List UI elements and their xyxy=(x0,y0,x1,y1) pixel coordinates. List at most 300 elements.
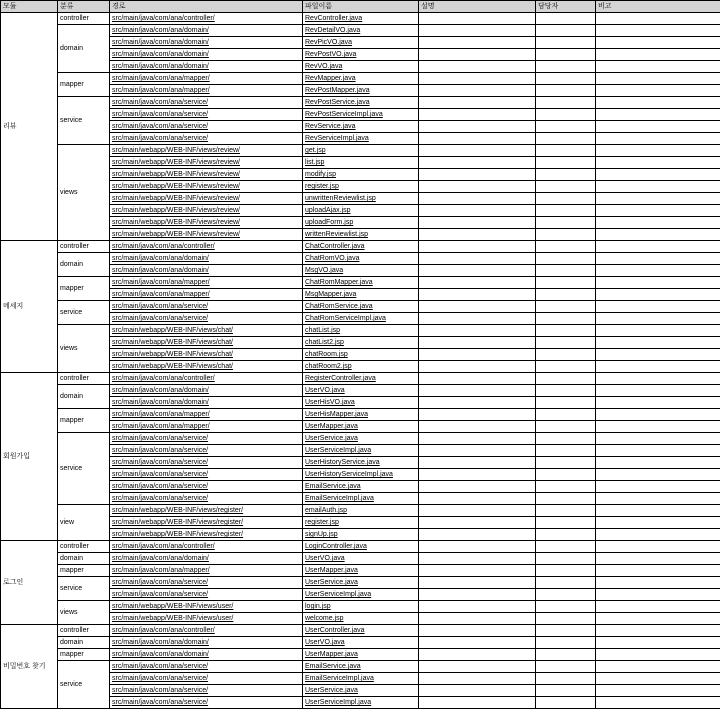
owner-cell[interactable] xyxy=(536,517,596,529)
note-cell[interactable] xyxy=(596,337,720,349)
owner-cell[interactable] xyxy=(536,529,596,541)
note-cell[interactable] xyxy=(596,517,720,529)
filename-cell[interactable]: uploadAjax.jsp xyxy=(303,205,419,217)
path-cell[interactable]: src/main/java/com/ana/mapper/ xyxy=(110,85,303,97)
path-cell[interactable]: src/main/java/com/ana/mapper/ xyxy=(110,277,303,289)
filename-cell[interactable]: welcome.jsp xyxy=(303,613,419,625)
note-cell[interactable] xyxy=(596,613,720,625)
owner-cell[interactable] xyxy=(536,361,596,373)
description-cell[interactable] xyxy=(419,205,536,217)
header-description[interactable]: 설명 xyxy=(419,1,536,13)
filename-cell[interactable]: UserController.java xyxy=(303,625,419,637)
owner-cell[interactable] xyxy=(536,61,596,73)
path-cell[interactable]: src/main/java/com/ana/domain/ xyxy=(110,397,303,409)
description-cell[interactable] xyxy=(419,49,536,61)
owner-cell[interactable] xyxy=(536,505,596,517)
category-cell[interactable]: controller xyxy=(58,241,110,253)
filename-cell[interactable]: get.jsp xyxy=(303,145,419,157)
filename-cell[interactable]: emailAuth.jsp xyxy=(303,505,419,517)
note-cell[interactable] xyxy=(596,301,720,313)
category-cell[interactable]: service xyxy=(58,433,110,505)
path-cell[interactable]: src/main/webapp/WEB-INF/views/chat/ xyxy=(110,361,303,373)
path-cell[interactable]: src/main/java/com/ana/service/ xyxy=(110,301,303,313)
filename-cell[interactable]: MsgMapper.java xyxy=(303,289,419,301)
description-cell[interactable] xyxy=(419,529,536,541)
filename-cell[interactable]: ChatRomService.java xyxy=(303,301,419,313)
path-cell[interactable]: src/main/java/com/ana/service/ xyxy=(110,445,303,457)
note-cell[interactable] xyxy=(596,373,720,385)
description-cell[interactable] xyxy=(419,277,536,289)
filename-cell[interactable]: UserService.java xyxy=(303,577,419,589)
path-cell[interactable]: src/main/java/com/ana/controller/ xyxy=(110,541,303,553)
category-cell[interactable]: mapper xyxy=(58,565,110,577)
description-cell[interactable] xyxy=(419,217,536,229)
description-cell[interactable] xyxy=(419,589,536,601)
description-cell[interactable] xyxy=(419,409,536,421)
category-cell[interactable]: mapper xyxy=(58,649,110,661)
owner-cell[interactable] xyxy=(536,277,596,289)
category-cell[interactable]: service xyxy=(58,577,110,601)
description-cell[interactable] xyxy=(419,685,536,697)
owner-cell[interactable] xyxy=(536,661,596,673)
header-path[interactable]: 경로 xyxy=(110,1,303,13)
note-cell[interactable] xyxy=(596,97,720,109)
note-cell[interactable] xyxy=(596,649,720,661)
path-cell[interactable]: src/main/java/com/ana/service/ xyxy=(110,133,303,145)
note-cell[interactable] xyxy=(596,625,720,637)
path-cell[interactable]: src/main/java/com/ana/service/ xyxy=(110,577,303,589)
filename-cell[interactable]: list.jsp xyxy=(303,157,419,169)
note-cell[interactable] xyxy=(596,589,720,601)
owner-cell[interactable] xyxy=(536,49,596,61)
path-cell[interactable]: src/main/java/com/ana/service/ xyxy=(110,97,303,109)
description-cell[interactable] xyxy=(419,229,536,241)
path-cell[interactable]: src/main/webapp/WEB-INF/views/register/ xyxy=(110,517,303,529)
owner-cell[interactable] xyxy=(536,589,596,601)
filename-cell[interactable]: RevPostService.java xyxy=(303,97,419,109)
description-cell[interactable] xyxy=(419,637,536,649)
path-cell[interactable]: src/main/java/com/ana/service/ xyxy=(110,685,303,697)
owner-cell[interactable] xyxy=(536,649,596,661)
filename-cell[interactable]: RevPostVO.java xyxy=(303,49,419,61)
path-cell[interactable]: src/main/webapp/WEB-INF/views/chat/ xyxy=(110,325,303,337)
owner-cell[interactable] xyxy=(536,301,596,313)
description-cell[interactable] xyxy=(419,169,536,181)
filename-cell[interactable]: register.jsp xyxy=(303,517,419,529)
filename-cell[interactable]: UserServiceImpl.java xyxy=(303,697,419,709)
note-cell[interactable] xyxy=(596,397,720,409)
path-cell[interactable]: src/main/java/com/ana/mapper/ xyxy=(110,421,303,433)
note-cell[interactable] xyxy=(596,541,720,553)
description-cell[interactable] xyxy=(419,157,536,169)
module-cell[interactable]: 비밀번호 찾기 xyxy=(1,625,58,709)
path-cell[interactable]: src/main/webapp/WEB-INF/views/review/ xyxy=(110,193,303,205)
category-cell[interactable]: mapper xyxy=(58,73,110,97)
description-cell[interactable] xyxy=(419,493,536,505)
owner-cell[interactable] xyxy=(536,577,596,589)
header-note[interactable]: 비고 xyxy=(596,1,720,13)
description-cell[interactable] xyxy=(419,109,536,121)
owner-cell[interactable] xyxy=(536,313,596,325)
filename-cell[interactable]: RevDetailVO.java xyxy=(303,25,419,37)
owner-cell[interactable] xyxy=(536,625,596,637)
note-cell[interactable] xyxy=(596,577,720,589)
description-cell[interactable] xyxy=(419,121,536,133)
filename-cell[interactable]: RevMapper.java xyxy=(303,73,419,85)
description-cell[interactable] xyxy=(419,577,536,589)
path-cell[interactable]: src/main/webapp/WEB-INF/views/review/ xyxy=(110,145,303,157)
path-cell[interactable]: src/main/webapp/WEB-INF/views/user/ xyxy=(110,613,303,625)
description-cell[interactable] xyxy=(419,541,536,553)
owner-cell[interactable] xyxy=(536,697,596,709)
owner-cell[interactable] xyxy=(536,73,596,85)
owner-cell[interactable] xyxy=(536,673,596,685)
filename-cell[interactable]: EmailService.java xyxy=(303,481,419,493)
path-cell[interactable]: src/main/java/com/ana/domain/ xyxy=(110,25,303,37)
owner-cell[interactable] xyxy=(536,457,596,469)
path-cell[interactable]: src/main/webapp/WEB-INF/views/review/ xyxy=(110,181,303,193)
note-cell[interactable] xyxy=(596,421,720,433)
path-cell[interactable]: src/main/java/com/ana/service/ xyxy=(110,433,303,445)
owner-cell[interactable] xyxy=(536,385,596,397)
description-cell[interactable] xyxy=(419,661,536,673)
path-cell[interactable]: src/main/java/com/ana/service/ xyxy=(110,661,303,673)
owner-cell[interactable] xyxy=(536,145,596,157)
owner-cell[interactable] xyxy=(536,493,596,505)
category-cell[interactable]: service xyxy=(58,301,110,325)
owner-cell[interactable] xyxy=(536,205,596,217)
path-cell[interactable]: src/main/java/com/ana/domain/ xyxy=(110,649,303,661)
module-cell[interactable]: 로그인 xyxy=(1,541,58,625)
owner-cell[interactable] xyxy=(536,25,596,37)
note-cell[interactable] xyxy=(596,265,720,277)
category-cell[interactable]: service xyxy=(58,661,110,709)
module-cell[interactable]: 회원가입 xyxy=(1,373,58,541)
category-cell[interactable]: domain xyxy=(58,553,110,565)
note-cell[interactable] xyxy=(596,109,720,121)
filename-cell[interactable]: UserVO.java xyxy=(303,553,419,565)
path-cell[interactable]: src/main/java/com/ana/service/ xyxy=(110,121,303,133)
description-cell[interactable] xyxy=(419,481,536,493)
note-cell[interactable] xyxy=(596,553,720,565)
path-cell[interactable]: src/main/java/com/ana/service/ xyxy=(110,493,303,505)
category-cell[interactable]: view xyxy=(58,505,110,541)
description-cell[interactable] xyxy=(419,565,536,577)
note-cell[interactable] xyxy=(596,73,720,85)
note-cell[interactable] xyxy=(596,505,720,517)
path-cell[interactable]: src/main/java/com/ana/controller/ xyxy=(110,373,303,385)
path-cell[interactable]: src/main/java/com/ana/controller/ xyxy=(110,13,303,25)
description-cell[interactable] xyxy=(419,133,536,145)
note-cell[interactable] xyxy=(596,241,720,253)
owner-cell[interactable] xyxy=(536,481,596,493)
owner-cell[interactable] xyxy=(536,133,596,145)
path-cell[interactable]: src/main/java/com/ana/domain/ xyxy=(110,61,303,73)
description-cell[interactable] xyxy=(419,649,536,661)
description-cell[interactable] xyxy=(419,505,536,517)
path-cell[interactable]: src/main/java/com/ana/service/ xyxy=(110,457,303,469)
path-cell[interactable]: src/main/webapp/WEB-INF/views/review/ xyxy=(110,205,303,217)
filename-cell[interactable]: writtenReviewlist.jsp xyxy=(303,229,419,241)
note-cell[interactable] xyxy=(596,637,720,649)
owner-cell[interactable] xyxy=(536,181,596,193)
description-cell[interactable] xyxy=(419,673,536,685)
description-cell[interactable] xyxy=(419,97,536,109)
note-cell[interactable] xyxy=(596,661,720,673)
owner-cell[interactable] xyxy=(536,193,596,205)
owner-cell[interactable] xyxy=(536,373,596,385)
filename-cell[interactable]: modify.jsp xyxy=(303,169,419,181)
note-cell[interactable] xyxy=(596,121,720,133)
category-cell[interactable]: views xyxy=(58,325,110,373)
owner-cell[interactable] xyxy=(536,445,596,457)
path-cell[interactable]: src/main/java/com/ana/service/ xyxy=(110,481,303,493)
path-cell[interactable]: src/main/java/com/ana/domain/ xyxy=(110,37,303,49)
description-cell[interactable] xyxy=(419,37,536,49)
path-cell[interactable]: src/main/webapp/WEB-INF/views/review/ xyxy=(110,229,303,241)
path-cell[interactable]: src/main/webapp/WEB-INF/views/user/ xyxy=(110,601,303,613)
filename-cell[interactable]: chatList2.jsp xyxy=(303,337,419,349)
owner-cell[interactable] xyxy=(536,349,596,361)
note-cell[interactable] xyxy=(596,157,720,169)
module-cell[interactable]: 메세지 xyxy=(1,241,58,373)
owner-cell[interactable] xyxy=(536,13,596,25)
path-cell[interactable]: src/main/webapp/WEB-INF/views/chat/ xyxy=(110,349,303,361)
owner-cell[interactable] xyxy=(536,601,596,613)
description-cell[interactable] xyxy=(419,373,536,385)
owner-cell[interactable] xyxy=(536,637,596,649)
filename-cell[interactable]: RevController.java xyxy=(303,13,419,25)
owner-cell[interactable] xyxy=(536,121,596,133)
note-cell[interactable] xyxy=(596,205,720,217)
note-cell[interactable] xyxy=(596,565,720,577)
description-cell[interactable] xyxy=(419,265,536,277)
module-cell[interactable]: 리뷰 xyxy=(1,13,58,241)
description-cell[interactable] xyxy=(419,13,536,25)
header-filename[interactable]: 파일이름 xyxy=(303,1,419,13)
filename-cell[interactable]: UserService.java xyxy=(303,685,419,697)
owner-cell[interactable] xyxy=(536,253,596,265)
path-cell[interactable]: src/main/java/com/ana/service/ xyxy=(110,589,303,601)
description-cell[interactable] xyxy=(419,145,536,157)
owner-cell[interactable] xyxy=(536,565,596,577)
note-cell[interactable] xyxy=(596,685,720,697)
note-cell[interactable] xyxy=(596,193,720,205)
description-cell[interactable] xyxy=(419,25,536,37)
filename-cell[interactable]: ChatController.java xyxy=(303,241,419,253)
header-module[interactable]: 모듈 xyxy=(1,1,58,13)
note-cell[interactable] xyxy=(596,85,720,97)
note-cell[interactable] xyxy=(596,277,720,289)
description-cell[interactable] xyxy=(419,193,536,205)
note-cell[interactable] xyxy=(596,493,720,505)
note-cell[interactable] xyxy=(596,37,720,49)
path-cell[interactable]: src/main/java/com/ana/controller/ xyxy=(110,625,303,637)
filename-cell[interactable]: ChatRomServiceImpl.java xyxy=(303,313,419,325)
note-cell[interactable] xyxy=(596,673,720,685)
filename-cell[interactable]: UserMapper.java xyxy=(303,421,419,433)
note-cell[interactable] xyxy=(596,13,720,25)
note-cell[interactable] xyxy=(596,229,720,241)
category-cell[interactable]: domain xyxy=(58,637,110,649)
description-cell[interactable] xyxy=(419,601,536,613)
path-cell[interactable]: src/main/webapp/WEB-INF/views/register/ xyxy=(110,529,303,541)
path-cell[interactable]: src/main/java/com/ana/domain/ xyxy=(110,253,303,265)
note-cell[interactable] xyxy=(596,289,720,301)
path-cell[interactable]: src/main/webapp/WEB-INF/views/review/ xyxy=(110,169,303,181)
description-cell[interactable] xyxy=(419,697,536,709)
note-cell[interactable] xyxy=(596,25,720,37)
note-cell[interactable] xyxy=(596,697,720,709)
path-cell[interactable]: src/main/java/com/ana/mapper/ xyxy=(110,289,303,301)
owner-cell[interactable] xyxy=(536,397,596,409)
path-cell[interactable]: src/main/java/com/ana/mapper/ xyxy=(110,73,303,85)
note-cell[interactable] xyxy=(596,61,720,73)
description-cell[interactable] xyxy=(419,385,536,397)
note-cell[interactable] xyxy=(596,217,720,229)
filename-cell[interactable]: UserVO.java xyxy=(303,385,419,397)
category-cell[interactable]: mapper xyxy=(58,409,110,433)
path-cell[interactable]: src/main/java/com/ana/service/ xyxy=(110,469,303,481)
path-cell[interactable]: src/main/java/com/ana/service/ xyxy=(110,697,303,709)
description-cell[interactable] xyxy=(419,553,536,565)
filename-cell[interactable]: signUp.jsp xyxy=(303,529,419,541)
category-cell[interactable]: views xyxy=(58,145,110,241)
filename-cell[interactable]: chatRoom2.jsp xyxy=(303,361,419,373)
description-cell[interactable] xyxy=(419,625,536,637)
filename-cell[interactable]: ChatRomVO.java xyxy=(303,253,419,265)
filename-cell[interactable]: UserServiceImpl.java xyxy=(303,445,419,457)
description-cell[interactable] xyxy=(419,313,536,325)
filename-cell[interactable]: MsgVO.java xyxy=(303,265,419,277)
category-cell[interactable]: domain xyxy=(58,385,110,409)
note-cell[interactable] xyxy=(596,181,720,193)
owner-cell[interactable] xyxy=(536,109,596,121)
filename-cell[interactable]: RegisterController.java xyxy=(303,373,419,385)
path-cell[interactable]: src/main/java/com/ana/controller/ xyxy=(110,241,303,253)
filename-cell[interactable]: RevPicVO.java xyxy=(303,37,419,49)
owner-cell[interactable] xyxy=(536,217,596,229)
category-cell[interactable]: domain xyxy=(58,253,110,277)
note-cell[interactable] xyxy=(596,481,720,493)
category-cell[interactable]: controller xyxy=(58,13,110,25)
description-cell[interactable] xyxy=(419,73,536,85)
note-cell[interactable] xyxy=(596,253,720,265)
description-cell[interactable] xyxy=(419,349,536,361)
filename-cell[interactable]: LoginController.java xyxy=(303,541,419,553)
description-cell[interactable] xyxy=(419,85,536,97)
owner-cell[interactable] xyxy=(536,289,596,301)
description-cell[interactable] xyxy=(419,469,536,481)
owner-cell[interactable] xyxy=(536,157,596,169)
note-cell[interactable] xyxy=(596,445,720,457)
filename-cell[interactable]: unwrittenReviewlist.jsp xyxy=(303,193,419,205)
description-cell[interactable] xyxy=(419,301,536,313)
path-cell[interactable]: src/main/java/com/ana/domain/ xyxy=(110,637,303,649)
owner-cell[interactable] xyxy=(536,37,596,49)
owner-cell[interactable] xyxy=(536,553,596,565)
filename-cell[interactable]: register.jsp xyxy=(303,181,419,193)
owner-cell[interactable] xyxy=(536,85,596,97)
filename-cell[interactable]: chatList.jsp xyxy=(303,325,419,337)
owner-cell[interactable] xyxy=(536,613,596,625)
header-category[interactable]: 분류 xyxy=(58,1,110,13)
description-cell[interactable] xyxy=(419,457,536,469)
description-cell[interactable] xyxy=(419,337,536,349)
path-cell[interactable]: src/main/java/com/ana/mapper/ xyxy=(110,409,303,421)
filename-cell[interactable]: login.jsp xyxy=(303,601,419,613)
owner-cell[interactable] xyxy=(536,97,596,109)
owner-cell[interactable] xyxy=(536,265,596,277)
description-cell[interactable] xyxy=(419,61,536,73)
note-cell[interactable] xyxy=(596,49,720,61)
filename-cell[interactable]: EmailServiceImpl.java xyxy=(303,673,419,685)
category-cell[interactable]: controller xyxy=(58,541,110,553)
owner-cell[interactable] xyxy=(536,325,596,337)
owner-cell[interactable] xyxy=(536,337,596,349)
owner-cell[interactable] xyxy=(536,409,596,421)
category-cell[interactable]: mapper xyxy=(58,277,110,301)
description-cell[interactable] xyxy=(419,289,536,301)
note-cell[interactable] xyxy=(596,433,720,445)
owner-cell[interactable] xyxy=(536,421,596,433)
filename-cell[interactable]: UserHisVO.java xyxy=(303,397,419,409)
filename-cell[interactable]: chatRoom.jsp xyxy=(303,349,419,361)
path-cell[interactable]: src/main/java/com/ana/domain/ xyxy=(110,265,303,277)
owner-cell[interactable] xyxy=(536,685,596,697)
path-cell[interactable]: src/main/java/com/ana/domain/ xyxy=(110,385,303,397)
filename-cell[interactable]: UserMapper.java xyxy=(303,565,419,577)
path-cell[interactable]: src/main/java/com/ana/domain/ xyxy=(110,49,303,61)
path-cell[interactable]: src/main/java/com/ana/service/ xyxy=(110,109,303,121)
description-cell[interactable] xyxy=(419,181,536,193)
path-cell[interactable]: src/main/java/com/ana/domain/ xyxy=(110,553,303,565)
note-cell[interactable] xyxy=(596,601,720,613)
description-cell[interactable] xyxy=(419,253,536,265)
description-cell[interactable] xyxy=(419,361,536,373)
description-cell[interactable] xyxy=(419,433,536,445)
note-cell[interactable] xyxy=(596,457,720,469)
note-cell[interactable] xyxy=(596,409,720,421)
note-cell[interactable] xyxy=(596,325,720,337)
note-cell[interactable] xyxy=(596,469,720,481)
note-cell[interactable] xyxy=(596,145,720,157)
description-cell[interactable] xyxy=(419,445,536,457)
note-cell[interactable] xyxy=(596,313,720,325)
filename-cell[interactable]: UserHisMapper.java xyxy=(303,409,419,421)
note-cell[interactable] xyxy=(596,385,720,397)
path-cell[interactable]: src/main/java/com/ana/mapper/ xyxy=(110,565,303,577)
note-cell[interactable] xyxy=(596,133,720,145)
note-cell[interactable] xyxy=(596,349,720,361)
description-cell[interactable] xyxy=(419,325,536,337)
owner-cell[interactable] xyxy=(536,169,596,181)
owner-cell[interactable] xyxy=(536,541,596,553)
description-cell[interactable] xyxy=(419,241,536,253)
filename-cell[interactable]: UserServiceImpl.java xyxy=(303,589,419,601)
filename-cell[interactable]: EmailService.java xyxy=(303,661,419,673)
category-cell[interactable]: domain xyxy=(58,25,110,73)
path-cell[interactable]: src/main/webapp/WEB-INF/views/register/ xyxy=(110,505,303,517)
owner-cell[interactable] xyxy=(536,433,596,445)
category-cell[interactable]: views xyxy=(58,601,110,625)
path-cell[interactable]: src/main/webapp/WEB-INF/views/chat/ xyxy=(110,337,303,349)
filename-cell[interactable]: RevPostMapper.java xyxy=(303,85,419,97)
filename-cell[interactable]: UserHistoryService.java xyxy=(303,457,419,469)
owner-cell[interactable] xyxy=(536,241,596,253)
filename-cell[interactable]: RevPostServiceImpl.java xyxy=(303,109,419,121)
owner-cell[interactable] xyxy=(536,469,596,481)
